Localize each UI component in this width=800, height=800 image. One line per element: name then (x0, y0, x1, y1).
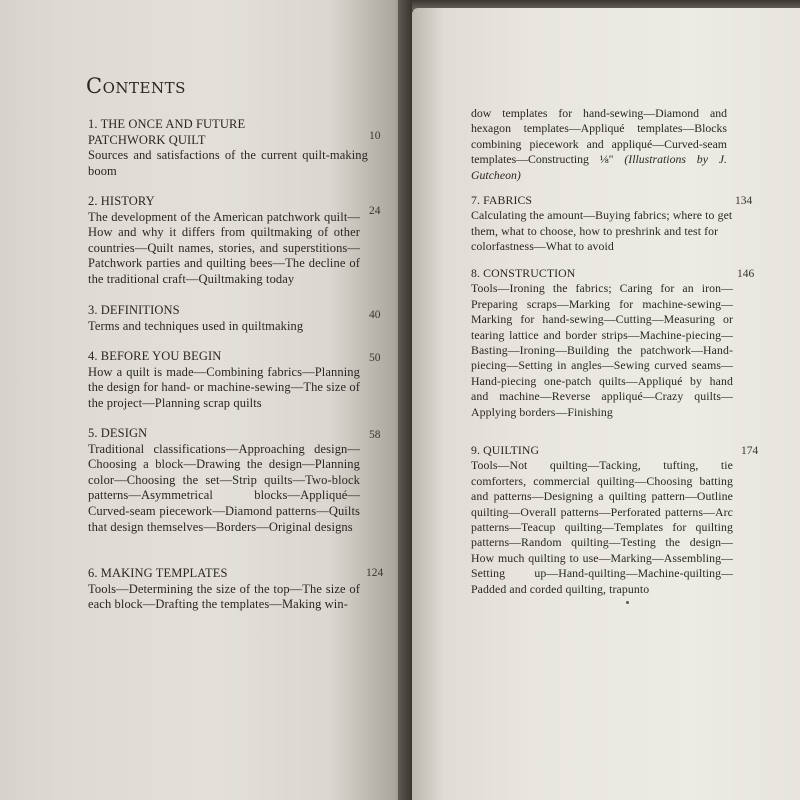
entry-heading: 4. BEFORE YOU BEGIN (88, 349, 222, 363)
toc-entry (88, 117, 368, 179)
entry-heading: 2. HISTORY (88, 194, 155, 208)
entry-heading: 6. MAKING TEMPLATES (88, 566, 228, 580)
entry-page-number: 10 (369, 130, 381, 142)
entry-heading: 3. DEFINITIONS (88, 303, 180, 317)
entry-description: Tools—Not quilting—Tacking, tufting, tie comforters, commercial quilting—Choosing batting and patterns—Designing a quilting pattern—Outline quilting—Overall patterns—Perforated patterns—Arc patterns—Teacup quilting—Templates for quilting patterns—Random quilting—Testing the design—How much quilting to use—Marking—Assembling—Setting up—Hand-quilting—Machine-quilting—Padded and corded quilting, trapunto (471, 458, 733, 596)
entry-heading: 8. CONSTRUCTION (471, 266, 576, 280)
entry-page-number: 124 (366, 567, 384, 579)
entry-page-number: 58 (369, 429, 381, 441)
toc-entry (471, 193, 733, 255)
toc-entry (88, 303, 360, 334)
entry-description: Tools—Determining the size of the top—The size of each block—Drafting the templates—Making win- (88, 581, 360, 612)
toc-entry (88, 426, 360, 535)
entry-description: Calculating the amount—Buying fabrics; where to get them, what to choose, how to preshrink and test for colorfastness—What to avoid (471, 208, 733, 254)
toc-entry (471, 443, 733, 597)
entry-page-number: 50 (369, 352, 381, 364)
entry-page-number: 134 (735, 195, 753, 207)
entry-description: dow templates for hand-sewing—Diamond and hexagon templates—Appliqué templates—Blocks combining piecework and appliqué—Curved-seam templates—Constructing ⅛" (471, 106, 727, 167)
page-speck (626, 601, 629, 604)
toc-entry-continuation (471, 106, 727, 183)
entry-heading: 1. THE ONCE AND FUTURE PATCHWORK QUILT (88, 117, 246, 147)
entry-description: Tools—Ironing the fabrics; Caring for an iron—Preparing scraps—Marking for machine-sewing—Marking for hand-sewing—Cutting—Measuring or tearing lattice and border strips—Machine-piecing—Basting—Ironing—Building the patchwork—Hand-piecing—Setting in angles—Sewing curved seams—Hand-piecing one-patch quilts—Appliqué by hand and machine—Reverse appliqué—Crazy quilts—Applying borders—Finishing (471, 281, 733, 419)
illustration-credit: (Illustrations by J. Gutcheon) (471, 152, 727, 182)
entry-heading: 5. DESIGN (88, 426, 148, 440)
entry-page-number: 24 (369, 205, 381, 217)
toc-entry (88, 349, 360, 411)
entry-heading: 7. FABRICS (471, 193, 533, 207)
contents-title: Contents (86, 74, 186, 98)
entry-page-number: 174 (741, 445, 759, 457)
toc-entry (88, 194, 360, 288)
toc-entry (471, 266, 733, 420)
entry-heading: 9. QUILTING (471, 443, 540, 457)
entry-description: Sources and satisfactions of the current quilt-making boom (88, 148, 368, 178)
entry-description: Traditional classifications—Approaching design—Choosing a block—Drawing the design—Planning color—Choosing the set—Strip quilts—Two-block patterns—Asymmetrical blocks—Appliqué—Curved-seam piecework—Diamond patterns—Quilts that design themselves—Borders—Original designs (88, 441, 360, 534)
entry-page-number: 146 (737, 268, 755, 280)
entry-description: Terms and techniques used in quiltmaking (88, 318, 304, 333)
entry-description: How a quilt is made—Combining fabrics—Planning the design for hand- or machine-sewing—The size of the project—Planning scrap quilts (88, 364, 360, 410)
entry-page-number: 40 (369, 309, 381, 321)
toc-entry (88, 566, 360, 613)
entry-description: The development of the American patchwork quilt—How and why it differs from quiltmaking of other countries—Quilt names, stories, and superstitions—Patchwork parties and quilting bees—The decline of the traditional craft—Quiltmaking today (88, 209, 360, 286)
